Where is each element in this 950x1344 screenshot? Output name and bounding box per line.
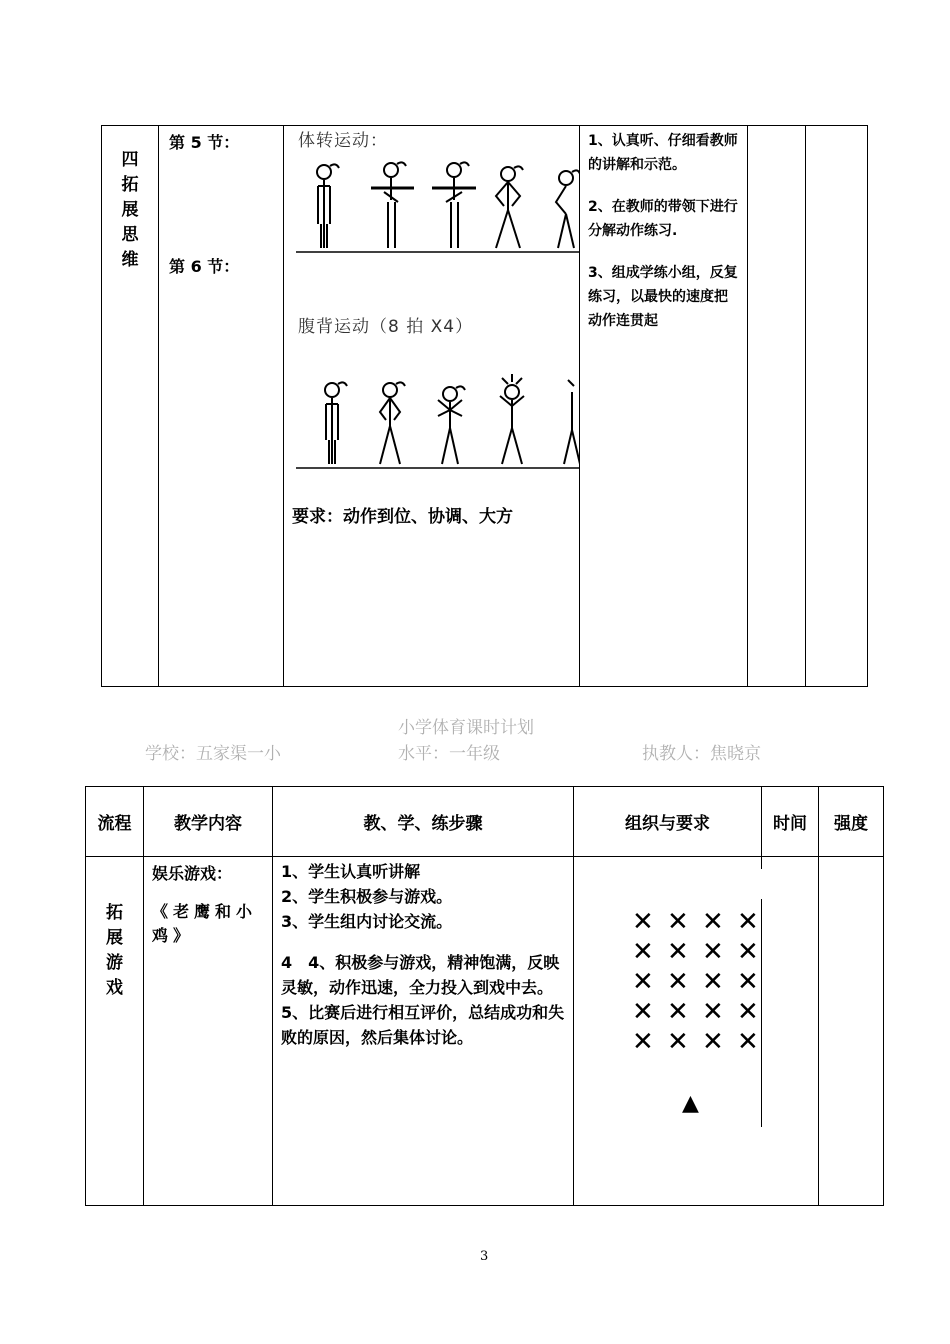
abdominal-back-figure — [296, 370, 580, 470]
teacher-marker: ▲ — [682, 1091, 699, 1116]
page-number: 3 — [480, 1249, 489, 1264]
student-mark: ✕ — [632, 1027, 654, 1057]
step-item: 1、认真听、仔细看教师的讲解和示范。 — [588, 133, 738, 173]
figure-2-title: 腹背运动（8 拍 X4） — [298, 317, 474, 337]
student-mark: ✕ — [702, 907, 724, 937]
intensity-cell — [819, 857, 884, 1206]
student-mark: ✕ — [667, 1027, 689, 1057]
student-mark: ✕ — [632, 997, 654, 1027]
flow-cell — [102, 126, 159, 687]
school-label: 学校：五家渠一小 — [145, 744, 281, 764]
header-time: 时间 — [762, 787, 819, 857]
header-intensity: 强度 — [819, 787, 884, 857]
movement-requirement: 要求：动作到位、协调、大方 — [292, 507, 513, 527]
header-organization: 组织与要求 — [574, 787, 762, 857]
game-name: 《老鹰和小鸡》 — [152, 902, 258, 945]
header-flow: 流程 — [86, 787, 144, 857]
student-mark: ✕ — [737, 937, 759, 967]
time-cell — [748, 126, 806, 687]
step-item: 2、在教师的带领下进行分解动作练习. — [588, 199, 738, 239]
step-spacer — [281, 934, 567, 950]
student-mark: ✕ — [667, 937, 689, 967]
student-mark: ✕ — [737, 907, 759, 937]
content-cell — [159, 126, 284, 687]
student-mark: ✕ — [632, 907, 654, 937]
game-steps-list — [273, 857, 573, 1050]
figure-cell — [284, 126, 580, 687]
organization-cell — [574, 857, 762, 1206]
section-5-label: 第 5 节： — [169, 133, 240, 152]
figure-1-title: 体转运动： — [298, 131, 388, 151]
student-mark: ✕ — [737, 997, 759, 1027]
content-cell — [144, 857, 273, 1206]
header-steps: 教、学、练步骤 — [273, 787, 574, 857]
body-turn-figure — [296, 150, 580, 256]
student-mark: ✕ — [632, 967, 654, 997]
student-mark: ✕ — [632, 937, 654, 967]
time-cell — [762, 857, 819, 1206]
level-label: 水平：一年级 — [398, 744, 500, 764]
student-mark: ✕ — [702, 937, 724, 967]
step-item: 5、比赛后进行相互评价，总结成功和失败的原因，然后集体讨论。 — [281, 1003, 565, 1047]
game-title: 娱乐游戏： — [152, 864, 233, 883]
border-gap — [761, 1127, 763, 1205]
student-mark: ✕ — [737, 1027, 759, 1057]
step-item: 3、组成学练小组，反复练习，以最快的速度把动作连贯起 — [588, 265, 738, 329]
steps-cell — [273, 857, 574, 1206]
student-mark: ✕ — [667, 997, 689, 1027]
exercise-table — [101, 125, 868, 687]
student-mark: ✕ — [702, 997, 724, 1027]
section-6-label: 第 6 节： — [169, 257, 240, 276]
step-item: 3、学生组内讨论交流。 — [281, 912, 453, 931]
student-mark: ✕ — [702, 967, 724, 997]
lesson-plan-table — [85, 786, 884, 1206]
steps-list — [580, 126, 747, 333]
step-item: 1、学生认真听讲解 — [281, 862, 421, 881]
intensity-cell — [806, 126, 868, 687]
student-mark: ✕ — [702, 1027, 724, 1057]
header-content: 教学内容 — [144, 787, 273, 857]
steps-cell — [580, 126, 748, 687]
border-gap — [761, 869, 763, 899]
student-mark: ✕ — [667, 967, 689, 997]
step-item: 4 4、积极参与游戏，精神饱满，反映灵敏，动作迅速，全力投入到戏中去。 — [281, 953, 560, 997]
flow-cell — [86, 857, 144, 1206]
teacher-label: 执教人：焦晓京 — [642, 744, 761, 764]
student-mark: ✕ — [667, 907, 689, 937]
step-item: 2、学生积极参与游戏。 — [281, 887, 453, 906]
student-mark: ✕ — [737, 967, 759, 997]
flow-label: 拓展游戏 — [106, 903, 123, 998]
plan-title: 小学体育课时计划 — [398, 718, 534, 738]
flow-label: 四拓展思维 — [121, 150, 139, 270]
